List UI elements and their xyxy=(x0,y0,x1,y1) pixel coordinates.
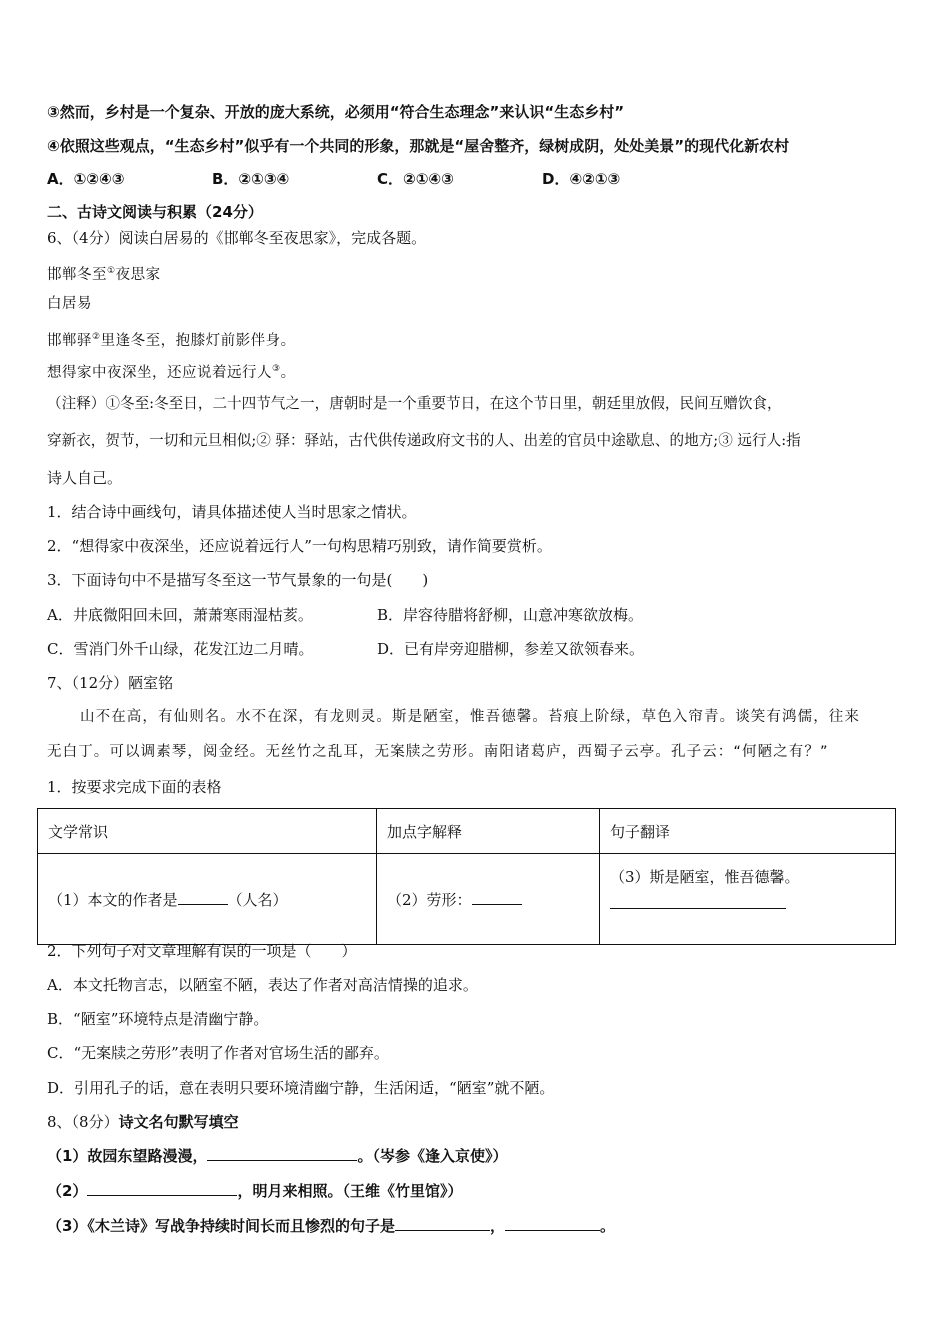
q8-stem-score: 8、（8分） xyxy=(47,1113,119,1131)
q6-option-b: B．岸容待腊将舒柳，山意冲寒欲放梅。 xyxy=(377,606,644,624)
q6-note-line-1: （注释）①冬至:冬至日，二十四节气之一，唐朝时是一个重要节日，在这个节日里，朝廷里放假，民间互赠饮食， xyxy=(47,395,782,412)
q8-line-1-b: 。（岑参《逢入京使》） xyxy=(357,1147,508,1165)
q7-sub-1: 1．按要求完成下面的表格 xyxy=(47,778,222,796)
q7-option-b: B．“陋室”环境特点是清幽宁静。 xyxy=(47,1010,269,1028)
note-mark-1: ① xyxy=(107,266,116,276)
section-2-heading: 二、古诗文阅读与积累（24分） xyxy=(47,203,263,221)
q6-note-line-2: 穿新衣，贺节，一切和元旦相似;② 驿：驿站，古代供传递政府文书的人、出差的官员中途歇息、的地方;③ 远行人:指 xyxy=(47,432,801,449)
q7-table xyxy=(37,808,896,945)
poem-title-b: 夜思家 xyxy=(115,266,161,283)
poem-line-2 xyxy=(47,359,296,383)
q7-text-line-2: 无白丁。可以调素琴，阅金经。无丝竹之乱耳，无案牍之劳形。南阳诸葛庐，西蜀子云亭。孔子云：“何陋之有？” xyxy=(47,744,829,760)
q8-stem-title: 诗文名句默写填空 xyxy=(118,1113,239,1131)
q8-line-3-a: （3）《木兰诗》写战争持续时间长而且惨烈的句子是 xyxy=(47,1217,395,1235)
q7-stem: 7、（12分）陋室铭 xyxy=(47,674,174,692)
q8-blank-3[interactable] xyxy=(395,1215,490,1231)
q5-option-a: A．①②④③ xyxy=(47,170,125,188)
q8-line-3-c: 。 xyxy=(599,1217,615,1235)
poem-line-2-b: 。 xyxy=(280,364,296,381)
q7-option-c: C．“无案牍之劳形”表明了作者对官场生活的鄙弃。 xyxy=(47,1044,389,1062)
laoxing-blank[interactable] xyxy=(472,889,522,905)
table-row xyxy=(38,854,896,945)
q6-stem: 6、（4分）阅读白居易的《邯郸冬至夜思家》，完成各题。 xyxy=(47,229,427,247)
table-cell-author xyxy=(38,854,377,945)
q8-blank-1[interactable] xyxy=(207,1145,357,1161)
note-mark-2: ② xyxy=(92,332,101,342)
author-prompt: （1）本文的作者是 xyxy=(48,890,178,909)
poem-author: 白居易 xyxy=(47,296,92,312)
q6-option-a: A．井底微阳回未回，萧萧寒雨湿枯荄。 xyxy=(47,606,313,624)
q8-stem xyxy=(47,1112,239,1132)
poem-title xyxy=(47,261,161,285)
q6-option-c: C．雪消门外千山绿，花发江边二月晴。 xyxy=(47,640,314,658)
q8-blank-4[interactable] xyxy=(505,1215,600,1231)
q6-sub-1: 1．结合诗中画线句，请具体描述使人当时思家之情状。 xyxy=(47,503,417,521)
table-cell-translation xyxy=(600,854,896,945)
q5-option-c: C．②①④③ xyxy=(377,170,454,188)
laoxing-prompt: （2）劳形： xyxy=(387,890,472,909)
q8-line-3 xyxy=(47,1215,615,1236)
poem-line-2-a: 想得家中夜深坐，还应说着远行人 xyxy=(47,364,272,381)
q7-option-d: D．引用孔子的话，意在表明只要环境清幽宁静，生活闲适，“陋室”就不陋。 xyxy=(47,1079,555,1097)
table-header-row xyxy=(38,809,896,854)
poem-line-1 xyxy=(47,327,296,351)
translation-blank[interactable] xyxy=(610,893,786,909)
table-header-word-meaning: 加点字解释 xyxy=(377,809,600,854)
table-header-translation: 句子翻译 xyxy=(600,809,896,854)
q8-line-1-a: （1）故园东望路漫漫， xyxy=(47,1147,208,1165)
q6-option-d: D．已有岸旁迎腊柳，参差又欲领春来。 xyxy=(377,640,645,658)
note-mark-3: ③ xyxy=(272,364,281,374)
poem-line-1-b: 里逢冬至，抱膝灯前影伴身。 xyxy=(100,332,296,349)
q8-line-1 xyxy=(47,1145,507,1166)
q7-text-line-1: 山不在高，有仙则名。水不在深，有龙则灵。斯是陋室，惟吾德馨。苔痕上阶绿，草色入帘青。谈笑有鸿儒，往来 xyxy=(80,709,860,725)
author-suffix: （人名） xyxy=(227,890,288,909)
table-header-literature: 文学常识 xyxy=(38,809,377,854)
q8-line-2 xyxy=(47,1180,462,1201)
q6-sub-2: 2．“想得家中夜深坐，还应说着远行人”一句构思精巧别致，请作简要赏析。 xyxy=(47,537,552,555)
q5-options xyxy=(47,169,620,189)
q8-line-2-b: ，明月来相照。（王维《竹里馆》） xyxy=(237,1182,463,1200)
poem-line-1-a: 邯郸驿 xyxy=(47,332,92,349)
q7-sub-2: 2．下列句子对文章理解有误的一项是（ ） xyxy=(47,942,357,960)
q7-option-a: A．本文托物言志，以陋室不陋，表达了作者对高洁情操的追求。 xyxy=(47,976,478,994)
q5-statement-3: ③然而，乡村是一个复杂、开放的庞大系统，必须用“符合生态理念”来认识“生态乡村” xyxy=(47,103,625,121)
q5-option-b: B．②①③④ xyxy=(212,170,290,188)
q8-line-2-a: （2） xyxy=(47,1182,88,1200)
q6-note-line-3: 诗人自己。 xyxy=(47,469,123,487)
q8-line-3-b: ， xyxy=(489,1217,505,1235)
q5-option-d: D．④②①③ xyxy=(542,170,621,188)
translation-prompt: （3）斯是陋室，惟吾德馨。 xyxy=(610,868,800,886)
q8-blank-2[interactable] xyxy=(87,1180,237,1196)
table-cell-laoxing xyxy=(377,854,600,945)
poem-title-a: 邯郸冬至 xyxy=(47,266,107,283)
q5-statement-4: ④依照这些观点，“生态乡村”似乎有一个共同的形象，那就是“屋舍整齐，绿树成阴，处处美景”的现代化新农村 xyxy=(47,137,790,155)
author-blank[interactable] xyxy=(178,889,228,905)
q6-sub-3: 3．下面诗句中不是描写冬至这一节气景象的一句是( ) xyxy=(47,571,429,589)
